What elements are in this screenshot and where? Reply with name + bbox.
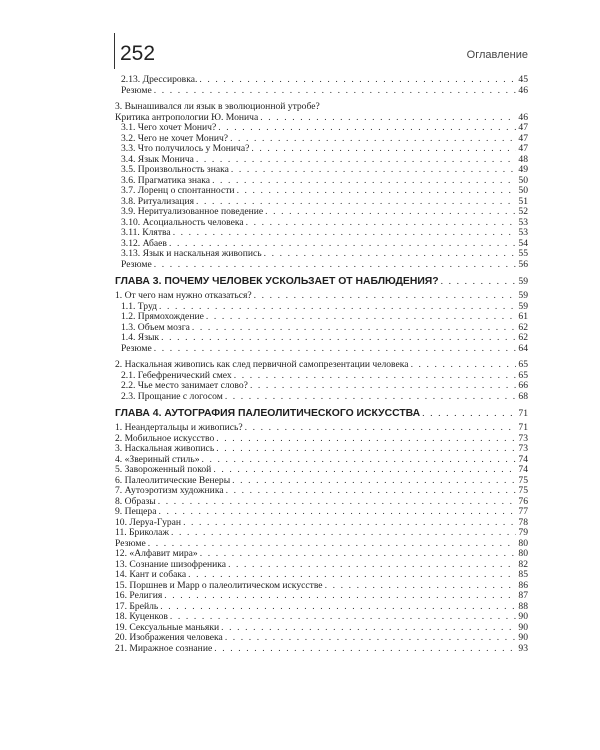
toc-entry[interactable]	[115, 333, 528, 344]
toc-entry-label: Резюме	[115, 537, 146, 549]
toc-entry[interactable]	[115, 549, 528, 560]
toc-entry-label: 1. Неандертальцы и живопись?	[115, 422, 243, 433]
toc-entry-label: 15. Поршнев и Марр о палеолитическом искусстве	[115, 579, 323, 591]
toc-entry-page: 59	[518, 290, 528, 301]
toc-entry-label: 4. «Звериный стиль»	[115, 453, 200, 465]
toc-entry[interactable]	[115, 323, 528, 334]
chapter-title: ГЛАВА 3. ПОЧЕМУ ЧЕЛОВЕК УСКОЛЬЗАЕТ ОТ НАБЛЮДЕНИЯ?	[115, 276, 439, 287]
toc-entry-page: 79	[518, 527, 528, 538]
toc-entry[interactable]	[115, 644, 528, 655]
dot-leader	[226, 486, 516, 497]
toc-entry-page: 75	[518, 474, 528, 486]
toc-entry[interactable]	[115, 633, 528, 644]
toc-entry[interactable]	[115, 228, 528, 239]
toc-entry-page: 46	[518, 84, 528, 96]
toc-entry-label: Резюме	[121, 84, 152, 96]
toc-entry-page: 80	[518, 548, 528, 559]
toc-entry-page: 86	[518, 579, 528, 591]
toc-entry[interactable]	[115, 260, 528, 271]
toc-entry-page: 90	[518, 621, 528, 633]
toc-entry-label: Резюме	[121, 342, 152, 354]
toc-entry-label: 17. Брейль	[115, 600, 159, 612]
dot-leader	[422, 408, 516, 420]
dot-leader	[148, 539, 516, 550]
toc-entry-page: 48	[518, 153, 528, 165]
toc-entry-label: 3.9. Неритуализованное поведение	[121, 206, 264, 217]
toc-entry-page: 51	[518, 195, 528, 207]
toc-entry-page: 53	[518, 227, 528, 238]
dot-leader	[231, 165, 516, 176]
toc-entry-label: 3. Наскальная живопись	[115, 443, 215, 454]
dot-leader	[188, 570, 516, 581]
toc-entry-page: 90	[518, 611, 528, 622]
toc-entry-label: 3. Вынашивался ли язык в эволюционной утробе?	[115, 101, 320, 112]
toc-entry-page: 71	[518, 422, 528, 433]
toc-entry-label: 2.1. Гебефренический смех	[121, 369, 232, 381]
dot-leader	[154, 344, 516, 355]
toc-entry-page: 50	[518, 185, 528, 196]
table-of-contents	[115, 75, 528, 654]
toc-entry-page: 62	[518, 321, 528, 333]
toc-entry-page: 47	[518, 132, 528, 144]
toc-entry-label: 3.1. Чего хочет Монич?	[121, 122, 217, 133]
toc-entry-page: 59	[518, 276, 528, 287]
dot-leader	[225, 392, 516, 403]
toc-entry-label: 18. Куценков	[115, 611, 168, 622]
toc-entry-label: Резюме	[121, 258, 152, 270]
toc-entry[interactable]	[115, 186, 528, 197]
toc-entry-page: 59	[518, 300, 528, 312]
toc-entry-page: 54	[518, 237, 528, 249]
toc-entry-page: 55	[518, 248, 528, 259]
toc-entry-page: 65	[518, 359, 528, 370]
toc-entry-label: 5. Завороженный покой	[115, 464, 212, 475]
dot-leader	[213, 465, 516, 476]
toc-entry-page: 80	[518, 537, 528, 549]
toc-entry-label: 10. Леруа-Гуран	[115, 516, 182, 528]
toc-entry-page: 62	[518, 332, 528, 343]
toc-entry-page: 76	[518, 495, 528, 507]
header-divider	[114, 33, 115, 69]
toc-entry-label: 3.4. Язык Монича	[121, 153, 194, 165]
dot-leader	[206, 312, 516, 323]
toc-entry-label: 12. «Алфавит мира»	[115, 548, 198, 559]
dot-leader	[218, 123, 516, 134]
toc-entry-label: 2. Мобильное искусство	[115, 432, 215, 444]
toc-entry-label: 1.4. Язык	[121, 332, 160, 343]
toc-entry-label: 19. Сексуальные маньяки	[115, 621, 220, 633]
toc-entry-label: 2.3. Прощание с логосом	[121, 390, 223, 402]
toc-entry[interactable]	[115, 344, 528, 355]
toc-entry[interactable]	[115, 392, 528, 403]
toc-entry-page: 93	[518, 642, 528, 654]
toc-entry-label: 3.7. Лоренц о спонтанности	[121, 185, 235, 196]
dot-leader	[230, 134, 516, 145]
toc-entry-page: 71	[518, 408, 528, 419]
dot-leader	[154, 86, 516, 97]
toc-section-heading[interactable]	[115, 291, 528, 302]
toc-entry[interactable]	[115, 381, 528, 392]
toc-entry-label: 3.10. Асоциальность человека	[121, 216, 244, 228]
toc-entry[interactable]	[115, 497, 528, 508]
dot-leader	[158, 507, 516, 518]
dot-leader	[254, 291, 516, 302]
toc-entry-page: 85	[518, 569, 528, 580]
toc-entry-page: 90	[518, 632, 528, 643]
running-head: Оглавление	[466, 49, 528, 61]
toc-entry[interactable]	[115, 528, 528, 539]
toc-entry-page: 77	[518, 506, 528, 517]
toc-entry-page: 53	[518, 216, 528, 228]
chapter-title: ГЛАВА 4. АУТОГРАФИЯ ПАЛЕОЛИТИЧЕСКОГО ИСКУССТВА	[115, 408, 421, 419]
dot-leader	[158, 497, 516, 508]
dot-leader	[225, 633, 516, 644]
dot-leader	[200, 549, 516, 560]
dot-leader	[228, 560, 516, 571]
toc-entry-page: 61	[518, 311, 528, 322]
dot-leader	[411, 360, 516, 371]
dot-leader	[264, 249, 516, 260]
toc-entry-page: 47	[518, 122, 528, 133]
dot-leader	[212, 176, 516, 187]
toc-entry[interactable]	[115, 249, 528, 260]
toc-entry[interactable]	[115, 518, 528, 529]
toc-entry-label: 1.1. Труд	[121, 300, 158, 312]
toc-entry-label: 9. Пещера	[115, 506, 157, 517]
dot-leader	[161, 333, 516, 344]
dot-leader	[441, 276, 517, 288]
toc-entry-label: 21. Миражное сознание	[115, 642, 213, 654]
toc-section-heading[interactable]	[115, 102, 528, 113]
dot-leader	[160, 602, 516, 613]
toc-entry-label: 2.2. Чье место занимает слово?	[121, 380, 248, 391]
toc-entry-page: 78	[518, 516, 528, 528]
toc-entry-page: 45	[518, 74, 528, 85]
toc-entry[interactable]	[115, 465, 528, 476]
toc-entry[interactable]	[115, 86, 528, 97]
dot-leader	[251, 144, 516, 155]
dot-leader	[325, 581, 516, 592]
dot-leader	[154, 260, 516, 271]
toc-entry-label: 3.2. Чего не хочет Монич?	[121, 132, 229, 144]
dot-leader	[214, 644, 516, 655]
toc-entry-label: Критика антропологии Ю. Монича	[115, 111, 259, 123]
dot-leader	[260, 113, 516, 124]
toc-entry[interactable]	[115, 602, 528, 613]
toc-entry-label: 3.11. Клятва	[121, 227, 171, 238]
toc-entry[interactable]	[115, 581, 528, 592]
toc-entry-label: 3.6. Прагматика знака	[121, 174, 211, 186]
toc-entry[interactable]	[115, 207, 528, 218]
toc-entry-page: 88	[518, 600, 528, 612]
toc-entry-label: 2.13. Дрессировка.	[121, 74, 198, 85]
toc-entry-page: 73	[518, 443, 528, 454]
dot-leader	[199, 75, 516, 86]
toc-entry-label: 1.3. Объем мозга	[121, 321, 190, 333]
dot-leader	[234, 371, 516, 382]
dot-leader	[173, 228, 516, 239]
toc-section-heading[interactable]	[115, 360, 528, 371]
dot-leader	[246, 218, 516, 229]
toc-entry-page: 74	[518, 453, 528, 465]
toc-entry-page: 65	[518, 369, 528, 381]
toc-entry-label: 11. Бриколаж	[115, 527, 169, 538]
toc-entry[interactable]	[115, 444, 528, 455]
toc-chapter-heading[interactable]	[115, 276, 528, 288]
toc-entry[interactable]	[115, 218, 528, 229]
toc-entry-label: 2. Наскальная живопись как след первичной самопрезентации человека	[115, 359, 409, 370]
toc-entry[interactable]	[115, 612, 528, 623]
toc-entry-page: 46	[518, 111, 528, 123]
dot-leader	[216, 444, 516, 455]
dot-leader	[192, 323, 516, 334]
toc-entry-label: 20. Изображения человека	[115, 632, 223, 643]
toc-entry-label: 3.3. Что получилось у Монича?	[121, 143, 250, 154]
toc-entry-page: 68	[518, 390, 528, 402]
toc-entry-page: 82	[518, 558, 528, 570]
toc-chapter-heading[interactable]	[115, 408, 528, 420]
toc-entry-page: 47	[518, 143, 528, 154]
dot-leader	[159, 302, 516, 313]
toc-entry-page: 75	[518, 485, 528, 496]
toc-entry-label: 8. Образы	[115, 495, 156, 507]
toc-entry-label: 1. От чего нам нужно отказаться?	[115, 290, 252, 301]
dot-leader	[232, 476, 516, 487]
dot-leader	[171, 528, 516, 539]
toc-entry-label: 3.12. Абаев	[121, 237, 167, 249]
toc-entry[interactable]	[115, 312, 528, 323]
toc-entry-page: 73	[518, 432, 528, 444]
toc-entry[interactable]	[115, 507, 528, 518]
toc-entry-page: 49	[518, 164, 528, 175]
toc-entry-label: 6. Палеолитические Венеры	[115, 474, 231, 486]
dot-leader	[202, 455, 516, 466]
dot-leader	[216, 434, 516, 445]
toc-entry[interactable]	[115, 123, 528, 134]
toc-entry-page: 52	[518, 206, 528, 217]
dot-leader	[183, 518, 516, 529]
toc-entry[interactable]	[115, 144, 528, 155]
toc-entry[interactable]	[115, 486, 528, 497]
dot-leader	[250, 381, 516, 392]
toc-entry-page: 74	[518, 464, 528, 475]
toc-entry-page: 64	[518, 342, 528, 354]
toc-entry[interactable]	[115, 570, 528, 581]
toc-entry-label: 7. Аутоэротизм художника	[115, 485, 224, 496]
toc-entry[interactable]	[115, 75, 528, 86]
dot-leader	[265, 207, 516, 218]
toc-entry-label: 3.5. Произвольность знака	[121, 164, 229, 175]
toc-entry-label: 13. Сознание шизофреника	[115, 558, 227, 570]
dot-leader	[164, 591, 516, 602]
toc-entry[interactable]	[115, 591, 528, 602]
toc-entry-label: 3.13. Язык и наскальная живопись	[121, 248, 262, 259]
toc-entry-label: 14. Кант и собака	[115, 569, 187, 580]
toc-entry-page: 87	[518, 590, 528, 601]
dot-leader	[245, 423, 516, 434]
toc-entry-label: 1.2. Прямохождение	[121, 311, 204, 322]
toc-entry-label: 16. Религия	[115, 590, 163, 601]
toc-entry-page: 50	[518, 174, 528, 186]
dot-leader	[221, 623, 516, 634]
dot-leader	[196, 155, 516, 166]
toc-entry-page: 66	[518, 380, 528, 391]
toc-entry[interactable]	[115, 165, 528, 176]
toc-entry-page: 56	[518, 258, 528, 270]
toc-entry[interactable]	[115, 423, 528, 434]
page-number: 252	[120, 42, 156, 65]
dot-leader	[237, 186, 516, 197]
toc-entry-label: 3.8. Ритуализация	[121, 195, 194, 207]
dot-leader	[170, 612, 516, 623]
